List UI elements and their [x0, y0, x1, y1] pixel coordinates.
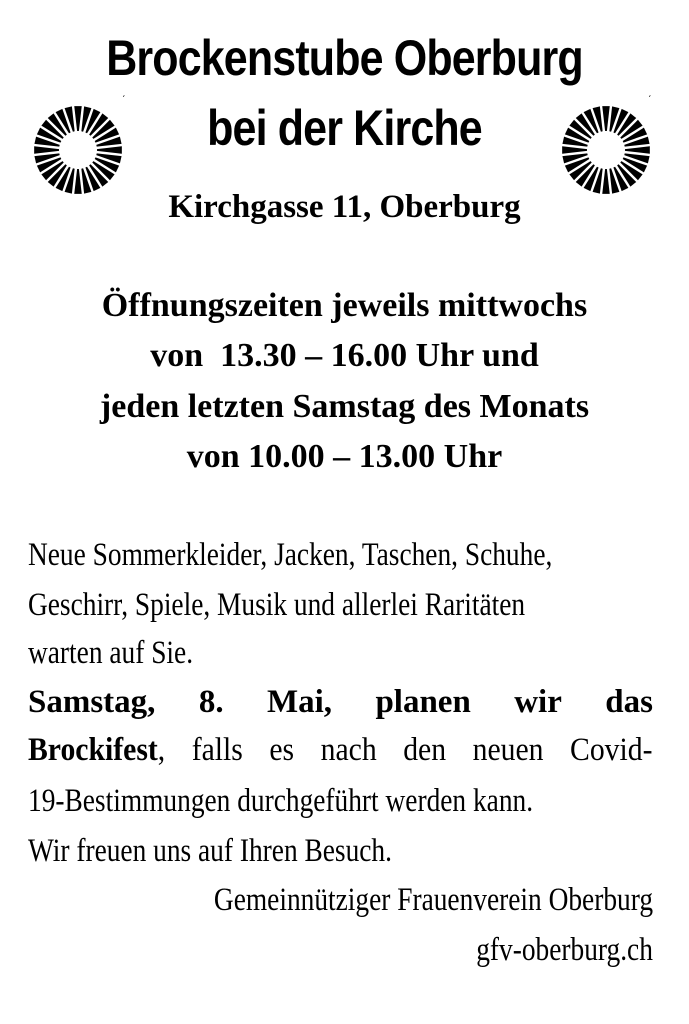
- sunburst-ray: [562, 146, 587, 153]
- hours-line-4: von 10.00 – 13.00 Uhr: [186, 438, 503, 475]
- print-mark-left: ˊ: [122, 95, 126, 106]
- sunburst-ray: [97, 146, 122, 153]
- hours-line-2: von 13.30 – 16.00 Uhr und: [150, 337, 539, 374]
- sunburst-centre: [61, 133, 95, 167]
- highlight-word: 8.: [198, 684, 224, 720]
- address-line: Kirchgasse 11, Oberburg: [168, 189, 521, 225]
- highlight-line-1: [28, 680, 653, 724]
- body-line-3: warten auf Sie.: [28, 635, 194, 671]
- highlight-line-2: [28, 728, 653, 772]
- highlight-word: falls: [191, 732, 243, 768]
- body-line-1: Neue Sommerkleider, Jacken, Taschen, Schuhe,: [28, 537, 553, 573]
- organization-name: Gemeinnütziger Frauenverein Oberburg: [213, 882, 653, 918]
- highlight-word: Brockifest,: [28, 732, 166, 768]
- sunburst-icon-left: [32, 104, 124, 196]
- website-link[interactable]: gfv-oberburg.ch: [476, 932, 653, 968]
- body-line-5: Wir freuen uns auf Ihren Besuch.: [28, 833, 392, 869]
- highlight-word: den: [403, 732, 447, 768]
- highlight-word: Samstag,: [28, 684, 156, 720]
- highlight-word: das: [605, 684, 653, 720]
- highlight-word: planen: [375, 684, 471, 720]
- hours-line-1: Öffnungszeiten jeweils mittwochs: [101, 287, 588, 324]
- sunburst-ray: [34, 146, 59, 153]
- title-line-1: Brockenstube Oberburg: [106, 30, 583, 86]
- sunburst-icon-right: [560, 104, 652, 196]
- highlight-word: es: [269, 732, 295, 768]
- hours-line-3: jeden letzten Samstag des Monats: [99, 388, 590, 425]
- sunburst-ray: [74, 106, 81, 131]
- brockifest-bold: Brockifest: [28, 732, 158, 768]
- highlight-word: Mai,: [266, 684, 333, 720]
- body-line-4: 19-Bestimmungen durchgeführt werden kann.: [28, 783, 534, 819]
- body-line-2: Geschirr, Spiele, Musik und allerlei Raritäten: [28, 587, 526, 623]
- highlight-word: wir: [514, 684, 562, 720]
- title-line-2: bei der Kirche: [207, 100, 482, 156]
- sunburst-ray: [602, 106, 609, 131]
- sunburst-ray: [625, 146, 650, 153]
- highlight-word: Covid-: [570, 732, 653, 768]
- sunburst-centre: [589, 133, 623, 167]
- highlight-word: nach: [320, 732, 377, 768]
- highlight-word: neuen: [472, 732, 544, 768]
- print-mark-right: ˊ: [648, 95, 652, 106]
